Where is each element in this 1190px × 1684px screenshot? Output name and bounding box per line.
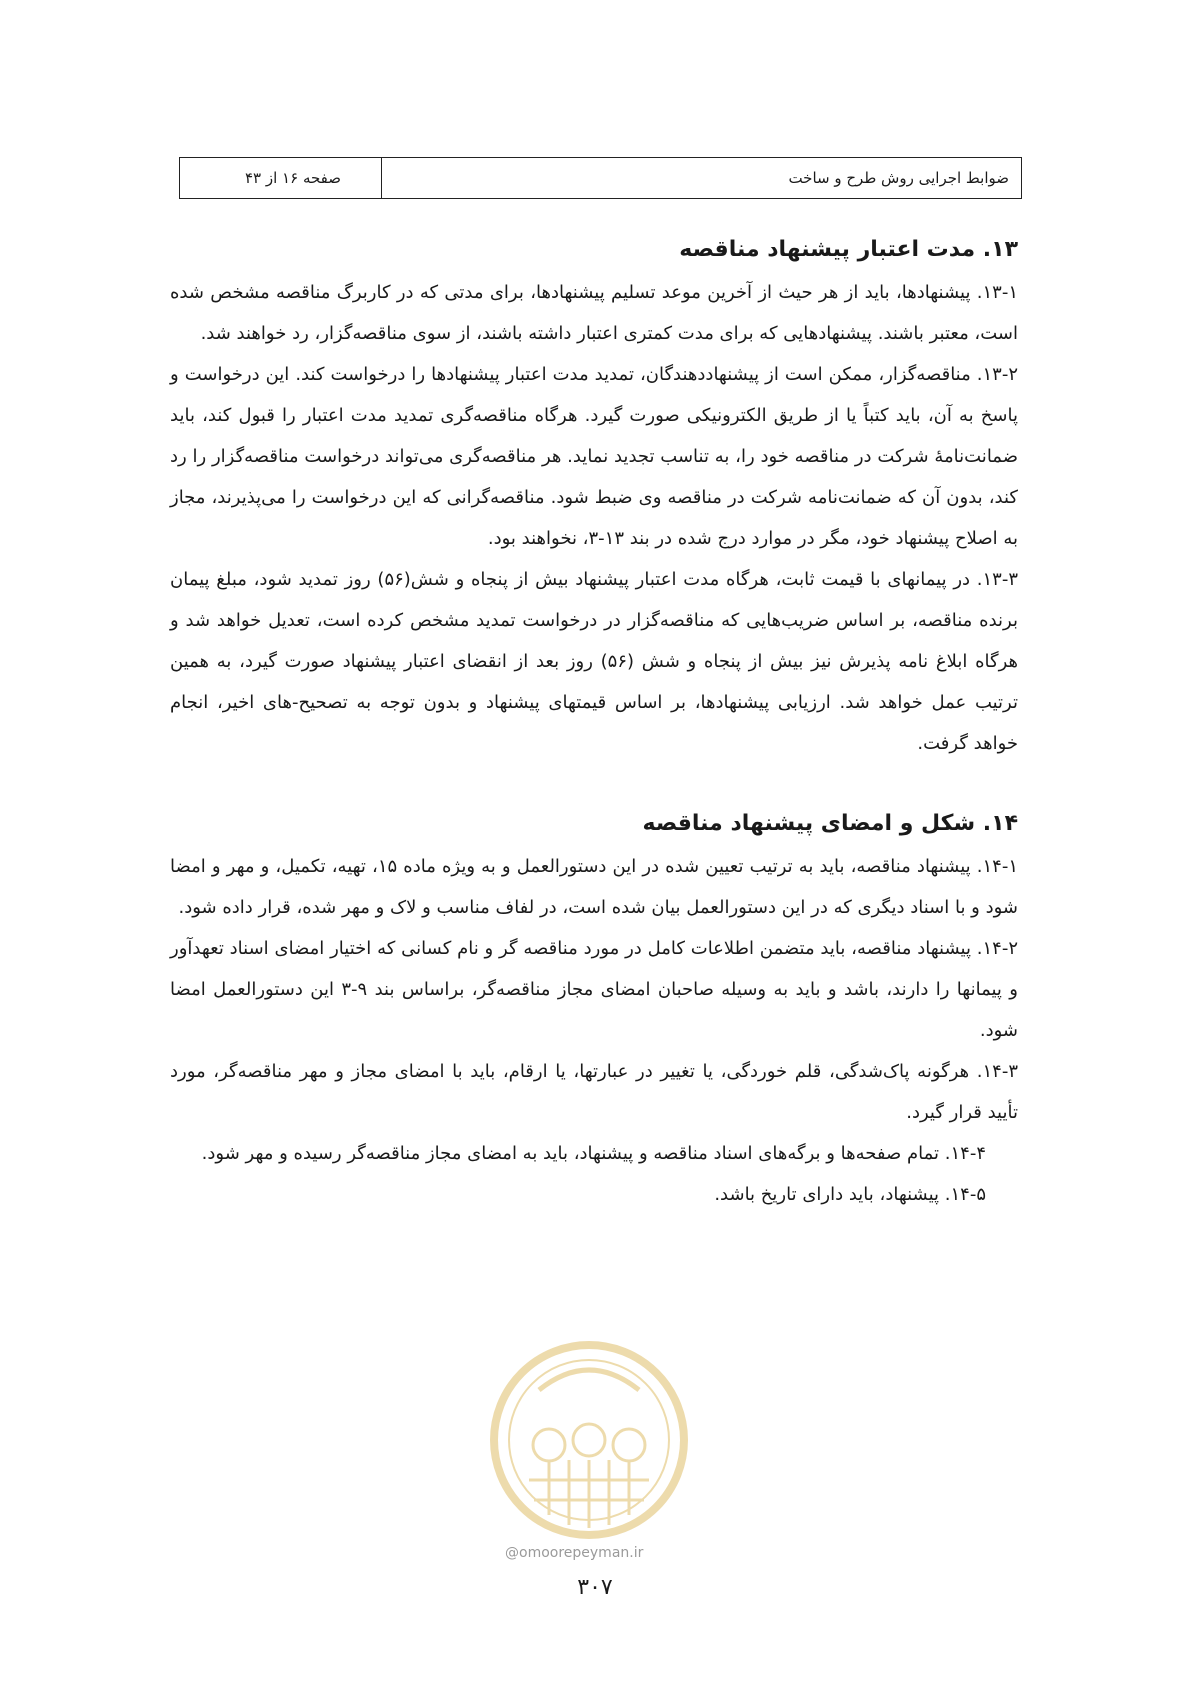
- section-13-heading: ۱۳. مدت اعتبار پیشنهاد مناقصه: [679, 237, 1018, 262]
- clause-14-1: ۱۴-۱. پیشنهاد مناقصه، باید به ترتیب تعیین شده در این دستورالعمل و به ویژه ماده ۱۵، تهیه، تکمیل، و مهر و امضا شود و با اسناد دیگری که در این دستورالعمل بیان شده است، در لفاف مناسب و لاک و مهر شده، قرار داده شود.: [170, 856, 1018, 918]
- clause-13-3: ۱۳-۳. در پیمانهای با قیمت ثابت، هرگاه مدت اعتبار پیشنهاد بیش از پنجاه و شش(۵۶) روز تمدید شود، مبلغ پیمان برنده مناقصه، بر اساس ضریب‌هایی که مناقصه‌گزار در درخواست تمدید مشخص کرده است، تعدیل خواهد شد و هرگاه ابلاغ نامه پذیرش نیز بیش از پنجاه و شش (۵۶) روز بعد از انقضای اعتبار پیشنهاد صورت گیرد، به همین ترتیب عمل خواهد شد. ارزیابی پیشنهادها، بر اساس قیمتهای پیشنهاد و بدون توجه به تصحیح-های اخیر، انجام خواهد گرفت.: [170, 569, 1018, 754]
- clause-14-4: ۱۴-۴. تمام صفحه‌ها و برگه‌های اسناد مناقصه و پیشنهاد، باید به امضای مجاز مناقصه‌گر رسیده و مهر شود.: [201, 1143, 986, 1164]
- clause-13-1: ۱۳-۱. پیشنهادها، باید از هر حیث از آخرین موعد تسلیم پیشنهادها، برای مدتی که در کاربرگ مناقصه مشخص شده است، معتبر باشند. پیشنهادهایی که برای مدت کمتری اعتبار داشته باشند، از سوی مناقصه‌گزار، رد خواهند شد.: [170, 282, 1018, 344]
- document-body: [170, 228, 1018, 1215]
- watermark-site-text: @omoorepeyman.ir: [505, 1545, 644, 1561]
- page-info: صفحه ۱۶ از ۴۳: [244, 169, 341, 187]
- page-number: ۳۰۷: [577, 1575, 613, 1600]
- clause-14-5: ۱۴-۵. پیشنهاد، باید دارای تاریخ باشد.: [714, 1184, 986, 1205]
- page-header-table: [179, 157, 1022, 199]
- clause-14-2: ۱۴-۲. پیشنهاد مناقصه، باید متضمن اطلاعات کامل در مورد مناقصه گر و نام کسانی که اختیار امضای اسناد تعهدآور و پیمانها را دارند، باشد و باید به وسیله صاحبان امضای مجاز مناقصه‌گر، براساس بند ۹-۳ این دستورالعمل امضا شود.: [170, 938, 1018, 1041]
- clause-14-3: ۱۴-۳. هرگونه پاک‌شدگی، قلم خوردگی، یا تغییر در عبارتها، یا ارقام، باید با امضای مجاز و مهر مناقصه‌گر، مورد تأیید قرار گیرد.: [170, 1061, 1018, 1123]
- watermark-seal-icon: [484, 1330, 694, 1550]
- clause-13-2: ۱۳-۲. مناقصه‌گزار، ممکن است از پیشنهاددهندگان، تمدید مدت اعتبار پیشنهادها را درخواست کند. این درخواست و پاسخ به آن، باید کتباً یا از طریق الکترونیکی صورت گیرد. هرگاه مناقصه‌گری تمدید مدت اعتبار را قبول کند، باید ضمانت‌نامهٔ شرکت در مناقصه خود را، به تناسب تجدید نماید. هر مناقصه‌گری می‌تواند درخواست مناقصه‌گزار را رد کند، بدون آن که ضمانت‌نامه شرکت در مناقصه وی ضبط شود. مناقصه‌گرانی که این درخواست را می‌پذیرند، مجاز به اصلاح پیشنهاد خود، مگر در موارد درج شده در بند ۱۳-۳، نخواهند بود.: [170, 364, 1018, 549]
- document-title: ضوابط اجرایی روش طرح و ساخت: [381, 158, 1021, 198]
- section-14-heading: ۱۴. شکل و امضای پیشنهاد مناقصه: [642, 811, 1018, 836]
